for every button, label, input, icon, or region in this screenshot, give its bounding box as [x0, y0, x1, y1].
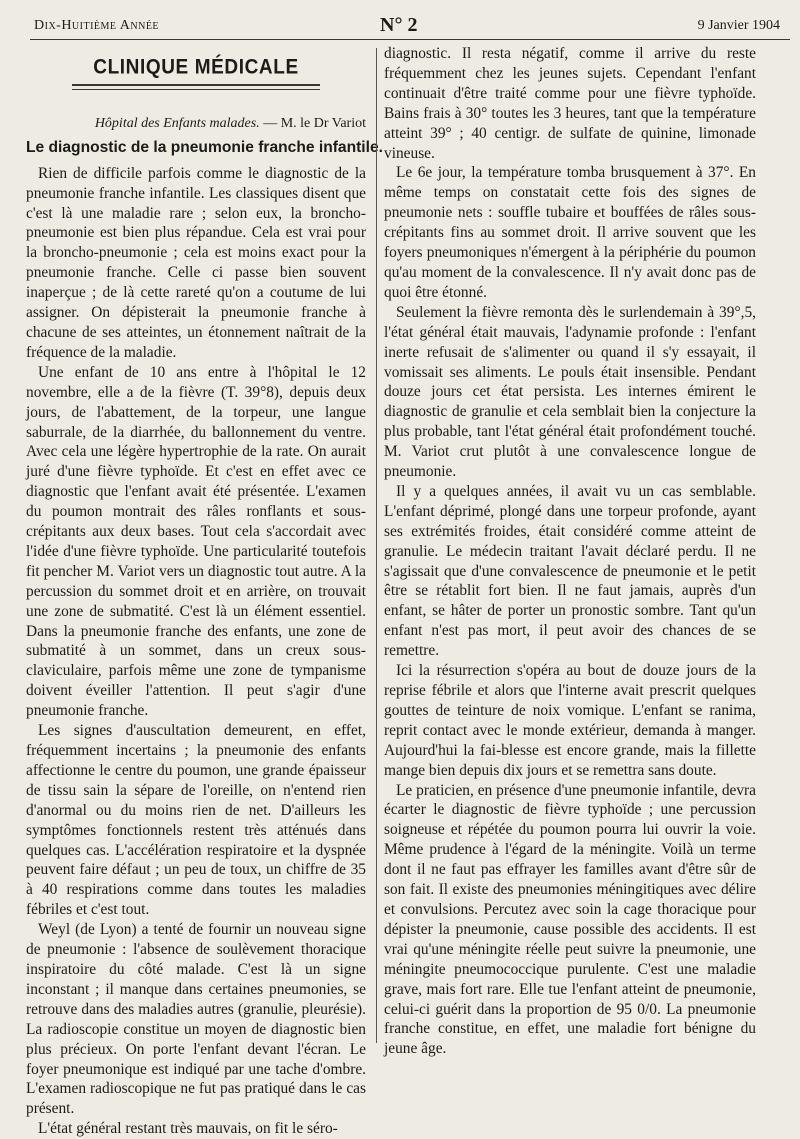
issue-date: 9 Janvier 1904 — [697, 18, 780, 33]
volume-label: Dix-Huitième Année — [34, 18, 160, 33]
byline-hospital: Hôpital des Enfants malades. — [94, 115, 260, 131]
right-column — [384, 44, 756, 1059]
paragraph: Le 6e jour, la température tomba brusquement à 37°. En même temps on constatait cette fois des signes de pneumonie nets : souffle tubaire et bouffées de râles sous-crépitants fins au sommet droit. Il arrive souvent que les foyers pneumoniques n'émergent à la périphérie du poumon qu'au moment de la convalescence. Il n'y avait donc pas de quoi être étonné. — [384, 164, 756, 301]
paragraph: Les signes d'auscultation demeurent, en effet, fréquemment incertains ; la pneumonie des enfants affectionne le centre du poumon, une grande épaisseur de tissu sain la sépare de l'oreille, on n'entend rien d'anormal ou du moins rien de net. D'ailleurs les symptômes fonctionnels restent très atténués dans quelques cas. L'accélération respiratoire et la dyspnée peuvent faire défaut ; un peu de toux, un chiffre de 35 à 40 respirations comme dans toutes les maladies fébriles et c'est tout. — [26, 722, 366, 919]
paragraph: Ici la résurrection s'opéra au bout de douze jours de la reprise fébrile et alors que l'interne avait prescrit quelques gouttes de teinture de noix vomique. L'enfant se ranima, reprit contact avec le monde extérieur, demanda à manger. Aujourd'hui la fai-blesse est encore grande, mais la fillette mange bien depuis dix jours et se remettra sans doute. — [384, 662, 756, 779]
byline — [26, 114, 366, 134]
paragraph: diagnostic. Il resta négatif, comme il arrive du reste fréquemment chez les jeunes sujets. Cependant l'enfant continuait d'être traité comme pour une fièvre typhoïde. Bains frais à 30° toutes les 3 heures, tant que la température atteint 39° ; 40 centigr. de sulfate de quinine, limonade vineuse. — [384, 45, 756, 162]
paragraph: Le praticien, en présence d'une pneumonie infantile, devra écarter le diagnostic de fièvre typhoïde ; une percussion soigneuse et répétée du poumon pourra lui ouvrir la voie. Même prudence à l'égard de la méningite. Voilà un terme dont il ne faut pas effrayer les familles avant d'être sûr de son fait. Il existe des pneumonies méningitiques avec délire et convulsions. Percutez avec soin la cage thoracique pour dépister la pneumonie, cause possible des accidents. Il est vrai qu'une méningite réelle peut suivre la pneumonie, une méningite pneumococcique purulente. C'est une maladie grave, mais fort rare. Elle tue l'enfant atteint de pneumonie, celui-ci guérit dans la proportion de 95 0/0. La pneumonie franche constitue, en effet, une maladie fort bénigne du jeune âge. — [384, 781, 756, 1058]
article-title: Le diagnostic de la pneumonie franche infantile. — [26, 138, 383, 156]
paragraph: Rien de difficile parfois comme le diagnostic de la pneumonie franche infantile. Les classiques disent que c'est là une maladie rare ; selon eux, la broncho-pneumonie est bien plus répandue. Cela est vrai pour la broncho-pneumonie ; cela est moins exact pour la pneumonie franche. Celle ci passe bien souvent inaperçue ; de là cette rareté qu'on a coutume de lui assigner. On dépisterait la pneumonie franche à chacune de ses atteintes, un étonnement naîtrait de la fréquence de la maladie. — [26, 164, 366, 361]
left-column — [26, 44, 383, 1139]
issue-number: N° 2 — [380, 14, 418, 36]
section-title: CLINIQUE MÉDICALE — [93, 55, 299, 80]
column-divider — [376, 48, 377, 1043]
paragraph: Seulement la fièvre remonta dès le surlendemain à 39°,5, l'état général était mauvais, l'adynamie profonde : l'enfant inerte refusait de s'alimenter ou quand il s'y essayait, il vomissait ses aliments. Le pouls était insensible. Pendant douze jours cet état persista. Les internes émirent le diagnostic de granulie et cela semblait bien la conjecture la plus probable, tant l'état général était profondément touché. M. Variot crut plutôt à une convalescence longue de pneumonie. — [384, 303, 756, 481]
paragraph: L'état général restant très mauvais, on fit le séro- — [38, 1120, 338, 1138]
section-title-rule — [72, 84, 320, 90]
paragraph: Weyl (de Lyon) a tenté de fournir un nouveau signe de pneumonie : l'absence de soulèvement thoracique inspiratoire du côté malade. C'est là un signe inconstant ; il manque dans certaines pneumonies, se retrouve dans des maladies autres (granulie, pleurésie). La radioscopie constitue un moyen de diagnostic bien plus précieux. On porte l'enfant devant l'écran. Le foyer pneumonique est indiqué par une tache d'ombre. L'examen radioscopique ne fut pas pratiqué dans le cas présent. — [26, 921, 366, 1118]
paragraph: Une enfant de 10 ans entre à l'hôpital le 12 novembre, elle a de la fièvre (T. 39°8), depuis deux jours, de l'abattement, de la torpeur, une langue saburrale, de la diarrhée, du ballonnement du ventre. Avec cela une légère hypertrophie de la rate. On aurait juré d'une fièvre typhoïde. Et c'est en effet avec ce diagnostic que l'enfant avait été présentée. L'examen du poumon montrait des râles ronflants et sous-crépitants aux deux bases. Tout cela s'accordait avec l'idée d'une fièvre typhoïde. Une particularité toutefois fit pencher M. Variot vers un diagnostic tout autre. A la percussion du sommet droit et en arrière, on trouvait une zone de submatité. C'est là un élément essentiel. Dans la pneumonie franche des enfants, une zone de submatité à un sommet, dans un creux sous-claviculaire, parfois même une zone de tympanisme doivent éveiller l'attention. Il peut s'agir d'une pneumonie franche. — [26, 363, 366, 720]
byline-author: — M. le Dr Variot — [259, 115, 366, 131]
header-rule — [30, 39, 790, 40]
paragraph: Il y a quelques années, il avait vu un cas semblable. L'enfant déprimé, plongé dans une torpeur profonde, ayant ses extrémités froides, était considéré comme atteint de granulie. Le médecin traitant l'avait déclaré perdu. Il ne s'agissait que d'une convalescence de pneumonie et le petit être se rétablit fort bien. Il ne faut jamais, auprès d'un enfant, se hâter de porter un pronostic sombre. Tant qu'un enfant n'est pas mort, il peut avoir des chances de se remettre. — [384, 482, 756, 660]
page-header — [30, 14, 788, 40]
